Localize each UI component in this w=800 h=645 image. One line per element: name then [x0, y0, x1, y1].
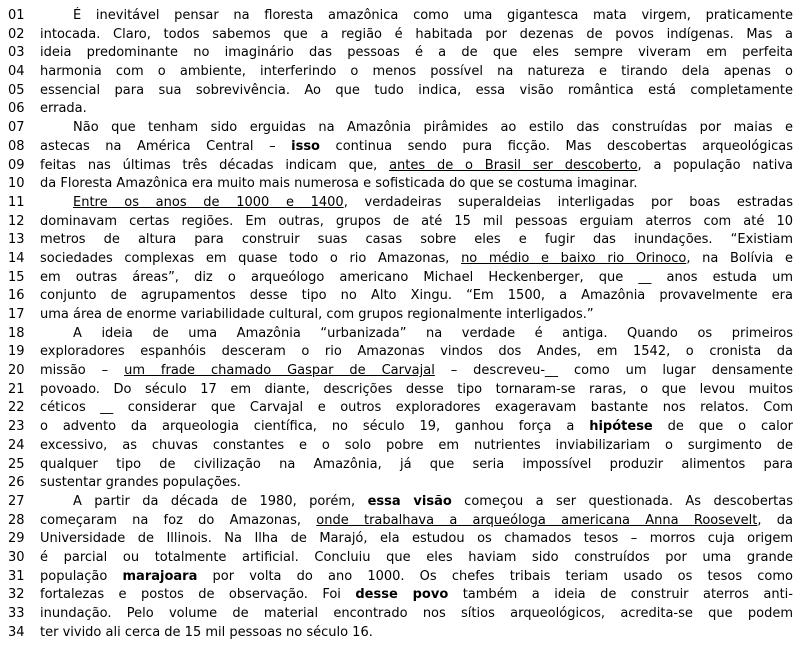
bold-text: hipótese	[589, 419, 653, 435]
text-line-30	[8, 549, 793, 568]
plain-text: inundação. Pelo volume de material encontrado nos sítios arqueológicos, acredita-se que podem	[40, 606, 793, 621]
text-line-33	[8, 605, 793, 624]
text-line-24	[8, 437, 793, 456]
line-number: 34	[8, 624, 25, 640]
plain-text: errada.	[40, 101, 87, 117]
text-line-31	[8, 568, 793, 587]
plain-text: – descreveu-__ como um lugar densamente	[434, 363, 793, 379]
line-number: 29	[8, 531, 25, 547]
plain-text: feitas nas últimas três décadas indicam que,	[40, 157, 390, 173]
plain-text: missão –	[40, 363, 125, 379]
text-line-19	[8, 343, 793, 362]
line-text	[40, 530, 793, 549]
plain-text: em outras áreas”, diz o arqueólogo americano Michael Heckenberger, que __ anos estuda um	[40, 269, 793, 285]
line-number: 04	[8, 64, 25, 80]
line-text	[40, 7, 793, 26]
line-number: 08	[8, 138, 25, 154]
line-text	[40, 194, 793, 213]
line-number: 26	[8, 475, 25, 491]
line-number: 30	[8, 549, 25, 565]
line-text	[40, 586, 793, 605]
line-text	[40, 437, 793, 456]
line-number: 10	[8, 176, 25, 192]
text-line-01	[8, 7, 793, 26]
line-text	[40, 568, 793, 587]
plain-text: população	[40, 568, 123, 584]
text-line-32	[8, 586, 793, 605]
bold-text: isso	[291, 138, 320, 154]
plain-text: exploradores espanhóis desceram o rio Amazonas vindos dos Andes, em 1542, o cronista da	[40, 344, 793, 360]
text-line-15	[8, 269, 793, 288]
line-text	[40, 399, 793, 418]
line-number: 32	[8, 587, 25, 603]
text-line-26	[8, 474, 793, 493]
line-text	[40, 119, 793, 138]
plain-text: , da	[757, 512, 793, 528]
plain-text: A ideia de uma Amazônia “urbanizada” na verdade é antiga. Quando os primeiros	[73, 325, 793, 341]
text-line-23	[8, 418, 793, 437]
line-number: 07	[8, 120, 25, 136]
plain-text: começou a ser questionada. As descobertas	[451, 493, 793, 509]
text-line-27	[8, 493, 793, 512]
text-line-10	[8, 175, 793, 194]
line-text	[40, 269, 793, 288]
text-line-18	[8, 325, 793, 344]
plain-text: , verdadeiras superaldeias interligadas por boas estradas	[343, 194, 793, 210]
line-text	[40, 549, 793, 568]
line-number: 11	[8, 194, 25, 210]
line-text	[40, 250, 793, 269]
plain-text: é parcial ou totalmente artificial. Concluiu que eles haviam sido construídos por uma grande	[40, 549, 793, 565]
plain-text: metros de altura para construir suas casas sobre eles e fugir das inundações. “Existiam	[40, 232, 793, 248]
line-number: 21	[8, 381, 25, 397]
underlined-text: antes de o Brasil ser descoberto	[389, 157, 638, 173]
line-number: 03	[8, 45, 25, 61]
line-text	[40, 306, 793, 325]
line-number: 19	[8, 344, 25, 360]
line-number: 33	[8, 606, 25, 621]
text-line-07	[8, 119, 793, 138]
underlined-text: Entre os anos de 1000 e 1400	[73, 194, 344, 210]
line-number: 27	[8, 493, 25, 509]
underlined-text: um frade chamado Gaspar de Carvajal	[124, 363, 435, 379]
line-text	[40, 418, 793, 437]
plain-text: de que o calor	[652, 419, 793, 435]
plain-text: , na Bolívia e	[686, 250, 793, 266]
text-line-13	[8, 231, 793, 250]
line-number: 01	[8, 8, 25, 23]
text-line-06	[8, 100, 793, 119]
text-line-12	[8, 213, 793, 232]
line-number: 02	[8, 26, 25, 42]
plain-text: É inevitável pensar na floresta amazônica como uma gigantesca mata virgem, praticamente	[73, 8, 793, 23]
bold-text: desse povo	[355, 587, 449, 603]
text-line-28	[8, 512, 793, 531]
line-text	[40, 44, 793, 63]
plain-text: Universidade de Illinois. Na Ilha de Marajó, ela estudou os chamados tesos – morros cuja origem	[40, 531, 793, 547]
text-line-14	[8, 250, 793, 269]
text-line-16	[8, 287, 793, 306]
line-text	[40, 231, 793, 250]
plain-text: A partir da década de 1980, porém,	[73, 493, 368, 509]
line-text	[40, 474, 793, 493]
plain-text: sustentar grandes populações.	[40, 475, 241, 491]
text-line-02	[8, 26, 793, 45]
line-number: 17	[8, 307, 25, 322]
text-line-05	[8, 82, 793, 101]
line-text	[40, 26, 793, 45]
plain-text: harmonia com o ambiente, interferindo o menos possível na natureza e tirando dela apenas o	[40, 64, 793, 80]
line-text	[40, 213, 793, 232]
plain-text: céticos __ considerar que Carvajal e outros exploradores exageravam bastante nos relatos. Com	[40, 400, 793, 416]
line-text	[40, 100, 793, 119]
plain-text: começaram na foz do Amazonas,	[40, 512, 317, 528]
line-number: 23	[8, 419, 25, 435]
line-text	[40, 624, 793, 643]
line-number: 15	[8, 269, 25, 285]
line-text	[40, 512, 793, 531]
line-text	[40, 157, 793, 176]
line-text	[40, 82, 793, 101]
line-number: 13	[8, 232, 25, 248]
plain-text: excessivo, as chuvas constantes e o solo pobre em nutrientes inviabilizariam o surgimento de	[40, 437, 793, 453]
line-number: 06	[8, 101, 25, 117]
line-text	[40, 381, 793, 400]
text-line-09	[8, 157, 793, 176]
bold-text: essa visão	[367, 493, 452, 509]
plain-text: da Floresta Amazônica era muito mais numerosa e sofisticada do que se costuma imaginar.	[40, 176, 638, 192]
plain-text: continua sendo pura ficção. Mas descobertas arqueológicas	[320, 138, 793, 154]
line-text	[40, 605, 793, 624]
plain-text: conjunto de agrupamentos desse tipo no Alto Xingu. “Em 1500, a Amazônia provavelmente era	[40, 288, 793, 304]
line-number: 22	[8, 400, 25, 416]
line-number: 20	[8, 363, 25, 379]
line-text	[40, 362, 793, 381]
plain-text: qualquer tipo de civilização na Amazônia, já que seria impossível produzir alimentos para	[40, 456, 793, 472]
line-number: 25	[8, 456, 25, 472]
plain-text: Não que tenham sido erguidas na Amazônia pirâmides ao estilo das construídas por maias e	[73, 120, 793, 136]
bold-text: marajoara	[122, 568, 198, 584]
line-text	[40, 343, 793, 362]
underlined-text: no médio e baixo rio Orinoco	[461, 250, 687, 266]
text-line-11	[8, 194, 793, 213]
plain-text: essencial para sua sobrevivência. Ao que tudo indica, essa visão romântica está completamente	[40, 82, 793, 98]
line-number: 18	[8, 325, 25, 341]
text-line-17	[8, 306, 793, 325]
text-line-29	[8, 530, 793, 549]
plain-text: povoado. Do século 17 em diante, descrições desse tipo tornaram-se raras, o que levou muitos	[40, 381, 793, 397]
text-line-20	[8, 362, 793, 381]
line-text	[40, 63, 793, 82]
line-number: 09	[8, 157, 25, 173]
line-text	[40, 287, 793, 306]
line-number: 16	[8, 288, 25, 304]
plain-text: o advento da arqueologia científica, no século 19, ganhou força a	[40, 419, 590, 435]
line-text	[40, 456, 793, 475]
plain-text: também a ideia de construir aterros anti-	[448, 587, 793, 603]
plain-text: , a população nativa	[637, 157, 793, 173]
text-line-04	[8, 63, 793, 82]
plain-text: uma área de enorme variabilidade cultural, com grupos regionalmente interligados.”	[40, 307, 594, 322]
plain-text: fortalezas e postos de observação. Foi	[40, 587, 356, 603]
line-text	[40, 175, 793, 194]
underlined-text: onde trabalhava a arqueóloga americana Anna Roosevelt	[316, 512, 758, 528]
plain-text: sociedades complexas em quase todo o rio Amazonas,	[40, 250, 462, 266]
line-text	[40, 138, 793, 157]
line-text	[40, 325, 793, 344]
text-line-25	[8, 456, 793, 475]
line-number: 05	[8, 82, 25, 98]
line-text	[40, 493, 793, 512]
line-number: 12	[8, 213, 25, 229]
line-number: 24	[8, 437, 25, 453]
text-line-08	[8, 138, 793, 157]
plain-text: ideia predominante no imaginário das pessoas é a de que eles sempre viveram em perfeita	[40, 45, 793, 61]
line-number: 28	[8, 512, 25, 528]
plain-text: astecas na América Central –	[40, 138, 292, 154]
plain-text: intocada. Claro, todos sabemos que a região é habitada por dezenas de povos indígenas. Mas a	[40, 26, 793, 42]
text-line-21	[8, 381, 793, 400]
text-line-22	[8, 399, 793, 418]
line-number: 31	[8, 568, 25, 584]
plain-text: por volta do ano 1000. Os chefes tribais teriam usado os tesos como	[197, 568, 793, 584]
plain-text: ter vivido ali cerca de 15 mil pessoas no século 16.	[40, 624, 373, 640]
text-line-03	[8, 44, 793, 63]
plain-text: dominavam certas regiões. Em outras, grupos de até 15 mil pessoas erguiam aterros com até 10	[40, 213, 793, 229]
text-line-34	[8, 624, 793, 643]
line-number: 14	[8, 250, 25, 266]
